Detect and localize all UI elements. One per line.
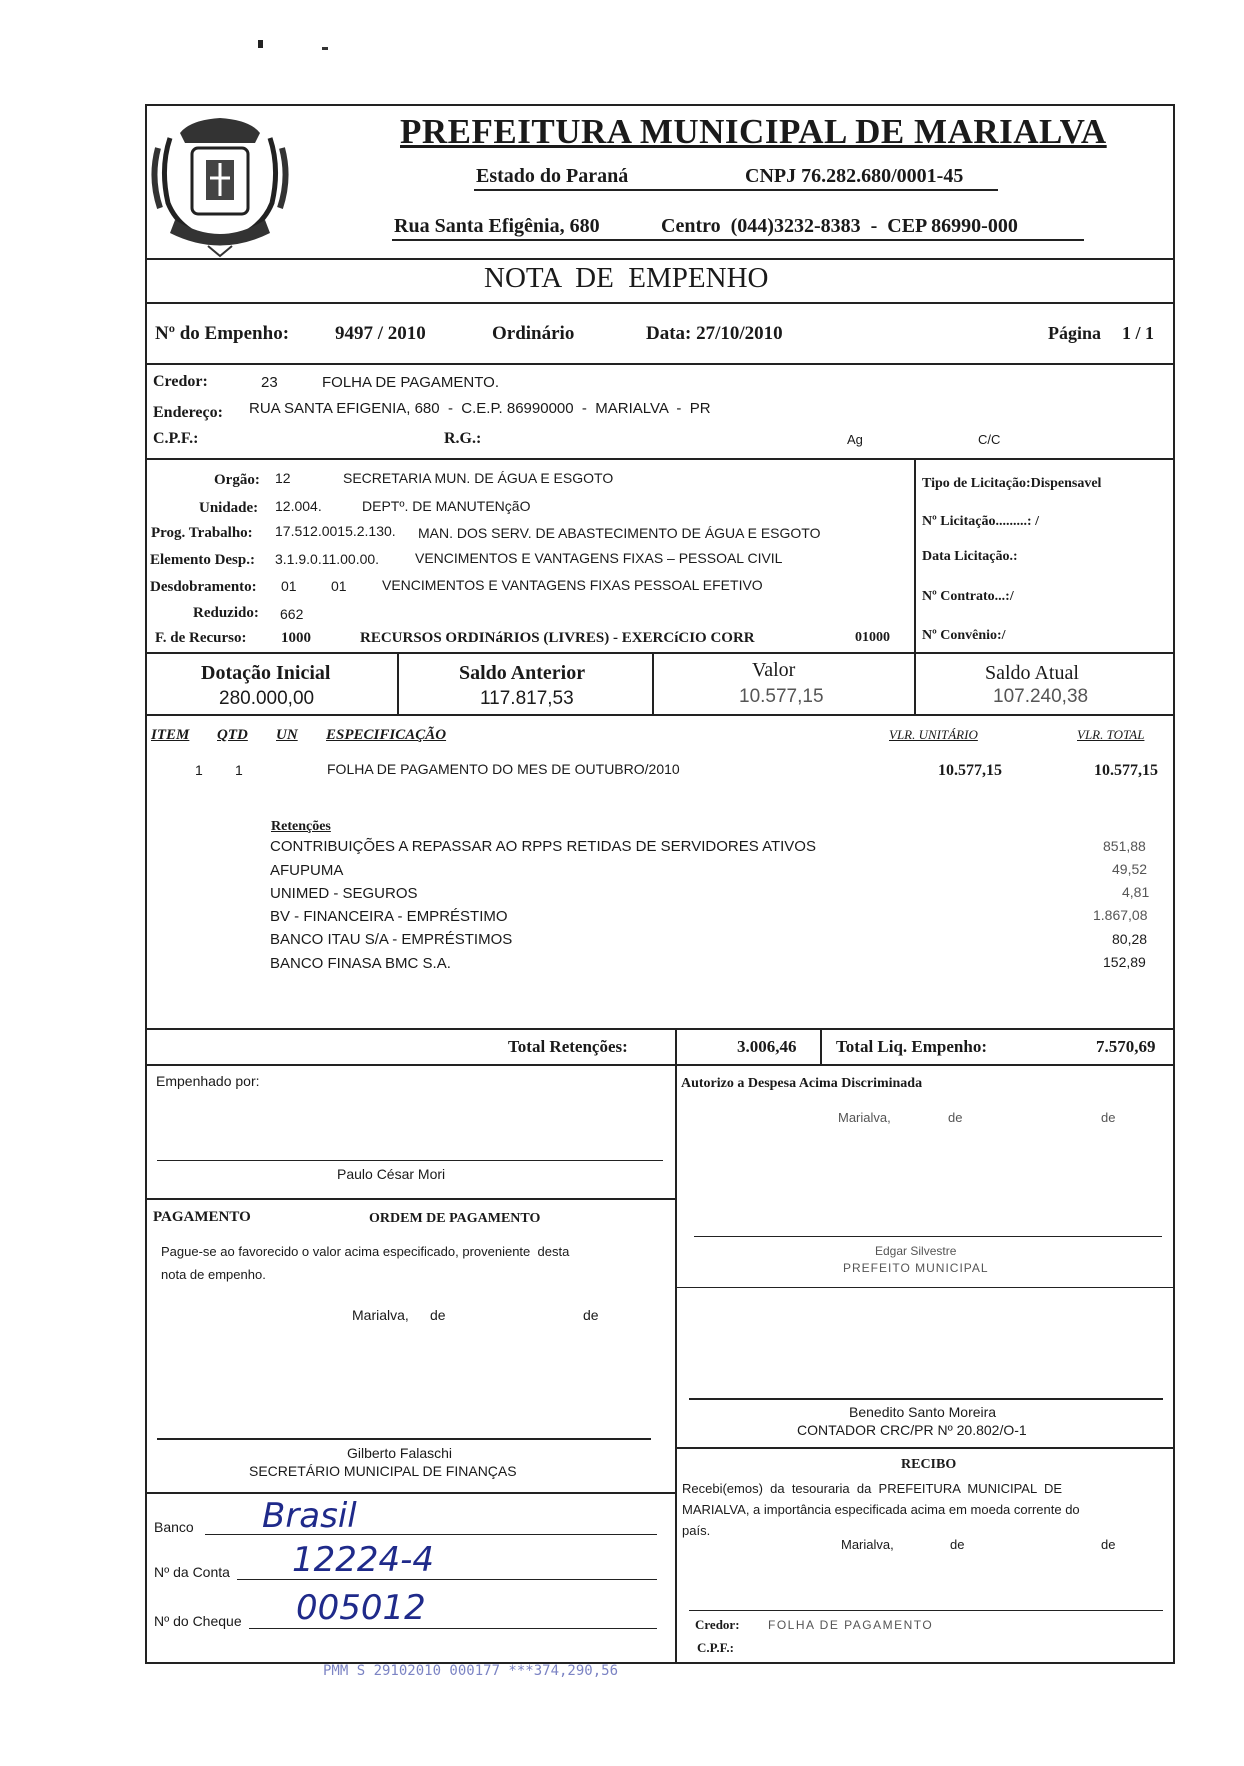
cpf-label: C.P.F.: <box>153 430 199 447</box>
divider <box>145 1198 676 1200</box>
col-vlr-total: VLR. TOTAL <box>1077 727 1145 742</box>
document-title: NOTA DE EMPENHO <box>484 262 769 294</box>
prog-label: Prog. Trabalho: <box>151 525 253 541</box>
recibo-text: MARIALVA, a importância especificada acima em moeda corrente do <box>682 1502 1080 1517</box>
licitacao-convenio: Nº Convênio:/ <box>922 628 1006 643</box>
retencao-name: BANCO FINASA BMC S.A. <box>270 955 451 972</box>
signature-line <box>694 1236 1162 1237</box>
address-label: Endereço: <box>153 404 223 421</box>
divider <box>145 258 1175 260</box>
unidade-label: Unidade: <box>199 500 259 516</box>
dotacao-value: 280.000,00 <box>219 688 315 709</box>
divider <box>145 458 1175 460</box>
banco-label: Banco <box>154 1519 194 1535</box>
recibo-credor-label: Credor: <box>695 1617 740 1632</box>
divider <box>675 1287 1175 1288</box>
col-qtd: QTD <box>217 727 248 743</box>
vertical-divider <box>675 1064 677 1664</box>
recibo-cpf-label: C.P.F.: <box>697 1640 734 1655</box>
item-number: 1 <box>195 762 203 778</box>
retencao-value: 152,89 <box>1103 954 1146 970</box>
conta-handwriting: 12224-4 <box>292 1540 435 1580</box>
divider <box>145 1028 1175 1030</box>
recurso-code: 1000 <box>281 630 311 646</box>
licitacao-contrato: Nº Contrato...:/ <box>922 589 1014 604</box>
header-underline <box>392 239 1084 241</box>
reduzido-label: Reduzido: <box>193 605 259 621</box>
licitacao-tipo: Tipo de Licitação:Dispensavel <box>922 476 1102 491</box>
scan-mark <box>322 47 328 50</box>
vertical-divider <box>914 652 916 714</box>
divider <box>145 1492 676 1494</box>
signature-line <box>157 1160 663 1161</box>
col-especificacao: ESPECIFICAÇÃO <box>326 727 447 743</box>
retencao-name: AFUPUMA <box>270 862 344 879</box>
vertical-divider <box>675 1028 677 1066</box>
desdobramento-code: 01 <box>331 578 347 594</box>
col-un: UN <box>276 727 298 743</box>
pagamento-de: de <box>583 1307 599 1323</box>
cheque-line <box>249 1628 657 1629</box>
saldo-anterior-label: Saldo Anterior <box>459 662 586 684</box>
secretario-name: Gilberto Falaschi <box>347 1445 453 1461</box>
recibo-credor-name: FOLHA DE PAGAMENTO <box>768 1618 934 1632</box>
page-label: Página <box>1048 323 1102 343</box>
licitacao-numero: Nº Licitação.........: / <box>922 514 1039 529</box>
credor-name: FOLHA DE PAGAMENTO. <box>322 374 499 391</box>
contador-role: CONTADOR CRC/PR Nº 20.802/O-1 <box>797 1422 1027 1438</box>
col-item: ITEM <box>151 727 190 743</box>
header-underline <box>474 189 998 191</box>
total-retencoes-value: 3.006,46 <box>737 1037 797 1056</box>
ordem-label: ORDEM DE PAGAMENTO <box>369 1211 541 1226</box>
desdobramento-name: VENCIMENTOS E VANTAGENS FIXAS PESSOAL EFETIVO <box>382 577 763 593</box>
col-vlr-unitario: VLR. UNITÁRIO <box>889 727 978 742</box>
retencao-name: BANCO ITAU S/A - EMPRÉSTIMOS <box>270 931 513 948</box>
cc-label: C/C <box>978 432 1001 447</box>
autorizo-de: de <box>948 1110 963 1125</box>
credor-label: Credor: <box>153 373 208 390</box>
pagamento-text: Pague-se ao favorecido o valor acima especificado, proveniente desta <box>161 1244 570 1259</box>
valor-value: 10.577,15 <box>739 686 824 707</box>
divider <box>145 652 1175 654</box>
recibo-de: de <box>950 1537 965 1552</box>
credor-code: 23 <box>261 374 278 391</box>
retencao-name: CONTRIBUIÇÕES A REPASSAR AO RPPS RETIDAS DE SERVIDORES ATIVOS <box>270 838 816 855</box>
pagamento-place: Marialva, <box>352 1307 409 1323</box>
conta-label: Nº da Conta <box>154 1564 230 1580</box>
autorizo-label: Autorizo a Despesa Acima Discriminada <box>681 1076 923 1091</box>
address-contact: Centro (044)3232-8383 - CEP 86990-000 <box>661 215 1018 237</box>
pagamento-de: de <box>430 1307 446 1323</box>
desdobramento-label: Desdobramento: <box>150 579 257 595</box>
item-qtd: 1 <box>235 762 243 778</box>
secretario-role: SECRETÁRIO MUNICIPAL DE FINANÇAS <box>249 1463 517 1479</box>
pagamento-text: nota de empenho. <box>161 1267 266 1282</box>
saldo-atual-value: 107.240,38 <box>993 686 1089 707</box>
orgao-label: Orgão: <box>214 472 260 488</box>
saldo-anterior-value: 117.817,53 <box>480 688 574 709</box>
empenho-date: Data: 27/10/2010 <box>646 323 783 344</box>
reduzido-value: 662 <box>280 606 304 622</box>
city-title: PREFEITURA MUNICIPAL DE MARIALVA <box>400 112 1107 151</box>
page-number: 1 / 1 <box>1122 323 1155 343</box>
divider <box>675 1447 1175 1449</box>
valor-label: Valor <box>752 659 796 681</box>
prefeito-role: PREFEITO MUNICIPAL <box>843 1261 989 1275</box>
recibo-title: RECIBO <box>901 1457 957 1472</box>
vertical-divider <box>652 652 654 714</box>
cnpj: CNPJ 76.282.680/0001-45 <box>745 165 964 187</box>
elemento-name: VENCIMENTOS E VANTAGENS FIXAS – PESSOAL CIVIL <box>415 550 783 566</box>
rg-label: R.G.: <box>444 430 482 447</box>
empenho-label: Nº do Empenho: <box>155 323 290 344</box>
ag-label: Ag <box>847 432 863 447</box>
retencao-value: 1.867,08 <box>1093 907 1148 923</box>
prefeito-name: Edgar Silvestre <box>875 1244 957 1258</box>
empenho-type: Ordinário <box>492 323 575 344</box>
recibo-text: país. <box>682 1523 711 1538</box>
recurso-name: RECURSOS ORDINáRIOS (LIVRES) - EXERCíCIO CORR <box>360 630 755 646</box>
divider <box>145 363 1175 365</box>
cheque-handwriting: 005012 <box>296 1588 426 1628</box>
banco-handwriting: Brasil <box>262 1496 357 1536</box>
retencao-name: UNIMED - SEGUROS <box>270 885 418 902</box>
scan-mark <box>258 40 263 48</box>
signature-line <box>689 1398 1163 1400</box>
pagamento-label: PAGAMENTO <box>153 1209 251 1225</box>
item-description: FOLHA DE PAGAMENTO DO MES DE OUTUBRO/2010 <box>327 761 680 777</box>
item-total-value: 10.577,15 <box>1094 762 1158 779</box>
vertical-divider <box>820 1028 822 1066</box>
total-liquido-value: 7.570,69 <box>1096 1037 1156 1056</box>
unidade-code: 12.004. <box>275 498 322 514</box>
prog-code: 17.512.0015.2.130. <box>275 523 396 539</box>
recibo-de: de <box>1101 1537 1116 1552</box>
retencao-value: 851,88 <box>1103 838 1146 854</box>
empenhado-label: Empenhado por: <box>156 1073 260 1089</box>
recurso-label: F. de Recurso: <box>155 630 247 646</box>
recibo-text: Recebi(emos) da tesouraria da PREFEITURA MUNICIPAL DE <box>682 1481 1063 1496</box>
total-liquido-label: Total Liq. Empenho: <box>836 1037 987 1056</box>
orgao-code: 12 <box>275 470 291 486</box>
divider <box>145 1064 1175 1066</box>
divider <box>145 302 1175 304</box>
dotacao-label: Dotação Inicial <box>201 662 331 684</box>
credor-address: RUA SANTA EFIGENIA, 680 - C.E.P. 86990000 - MARIALVA - PR <box>249 400 711 417</box>
signature-line <box>157 1438 651 1440</box>
empenhado-name: Paulo César Mori <box>337 1166 446 1182</box>
item-unit-value: 10.577,15 <box>938 762 1002 779</box>
retencao-value: 49,52 <box>1112 861 1148 877</box>
elemento-label: Elemento Desp.: <box>150 552 255 568</box>
retencao-name: BV - FINANCEIRA - EMPRÉSTIMO <box>270 908 508 925</box>
prog-name: MAN. DOS SERV. DE ABASTECIMENTO DE ÁGUA E ESGOTO <box>418 525 821 541</box>
empenho-number: 9497 / 2010 <box>335 323 426 344</box>
licitacao-data: Data Licitação.: <box>922 549 1018 564</box>
vertical-divider <box>914 458 916 652</box>
state-name: Estado do Paraná <box>476 165 629 187</box>
divider <box>145 714 1175 716</box>
autorizo-de: de <box>1101 1110 1116 1125</box>
cheque-label: Nº do Cheque <box>154 1613 242 1629</box>
retencao-value: 80,28 <box>1112 931 1148 947</box>
retencao-value: 4,81 <box>1122 884 1150 900</box>
orgao-name: SECRETARIA MUN. DE ÁGUA E ESGOTO <box>343 470 614 486</box>
signature-line <box>689 1610 1163 1611</box>
elemento-code: 3.1.9.0.11.00.00. <box>275 551 380 567</box>
street-address: Rua Santa Efigênia, 680 <box>394 215 600 237</box>
unidade-name: DEPTº. DE MANUTENçãO <box>362 498 531 514</box>
contador-name: Benedito Santo Moreira <box>849 1404 997 1420</box>
saldo-atual-label: Saldo Atual <box>985 662 1079 684</box>
retencoes-title: Retenções <box>271 819 331 834</box>
municipal-crest-icon <box>150 108 290 258</box>
desdobramento-code: 01 <box>281 578 297 594</box>
recibo-place: Marialva, <box>841 1537 894 1552</box>
vertical-divider <box>397 652 399 714</box>
payment-stamp: PMM S 29102010 000177 ***374,290,56 <box>323 1663 619 1679</box>
autorizo-place: Marialva, <box>838 1110 891 1125</box>
recurso-number: 01000 <box>855 630 890 645</box>
total-retencoes-label: Total Retenções: <box>508 1037 628 1056</box>
